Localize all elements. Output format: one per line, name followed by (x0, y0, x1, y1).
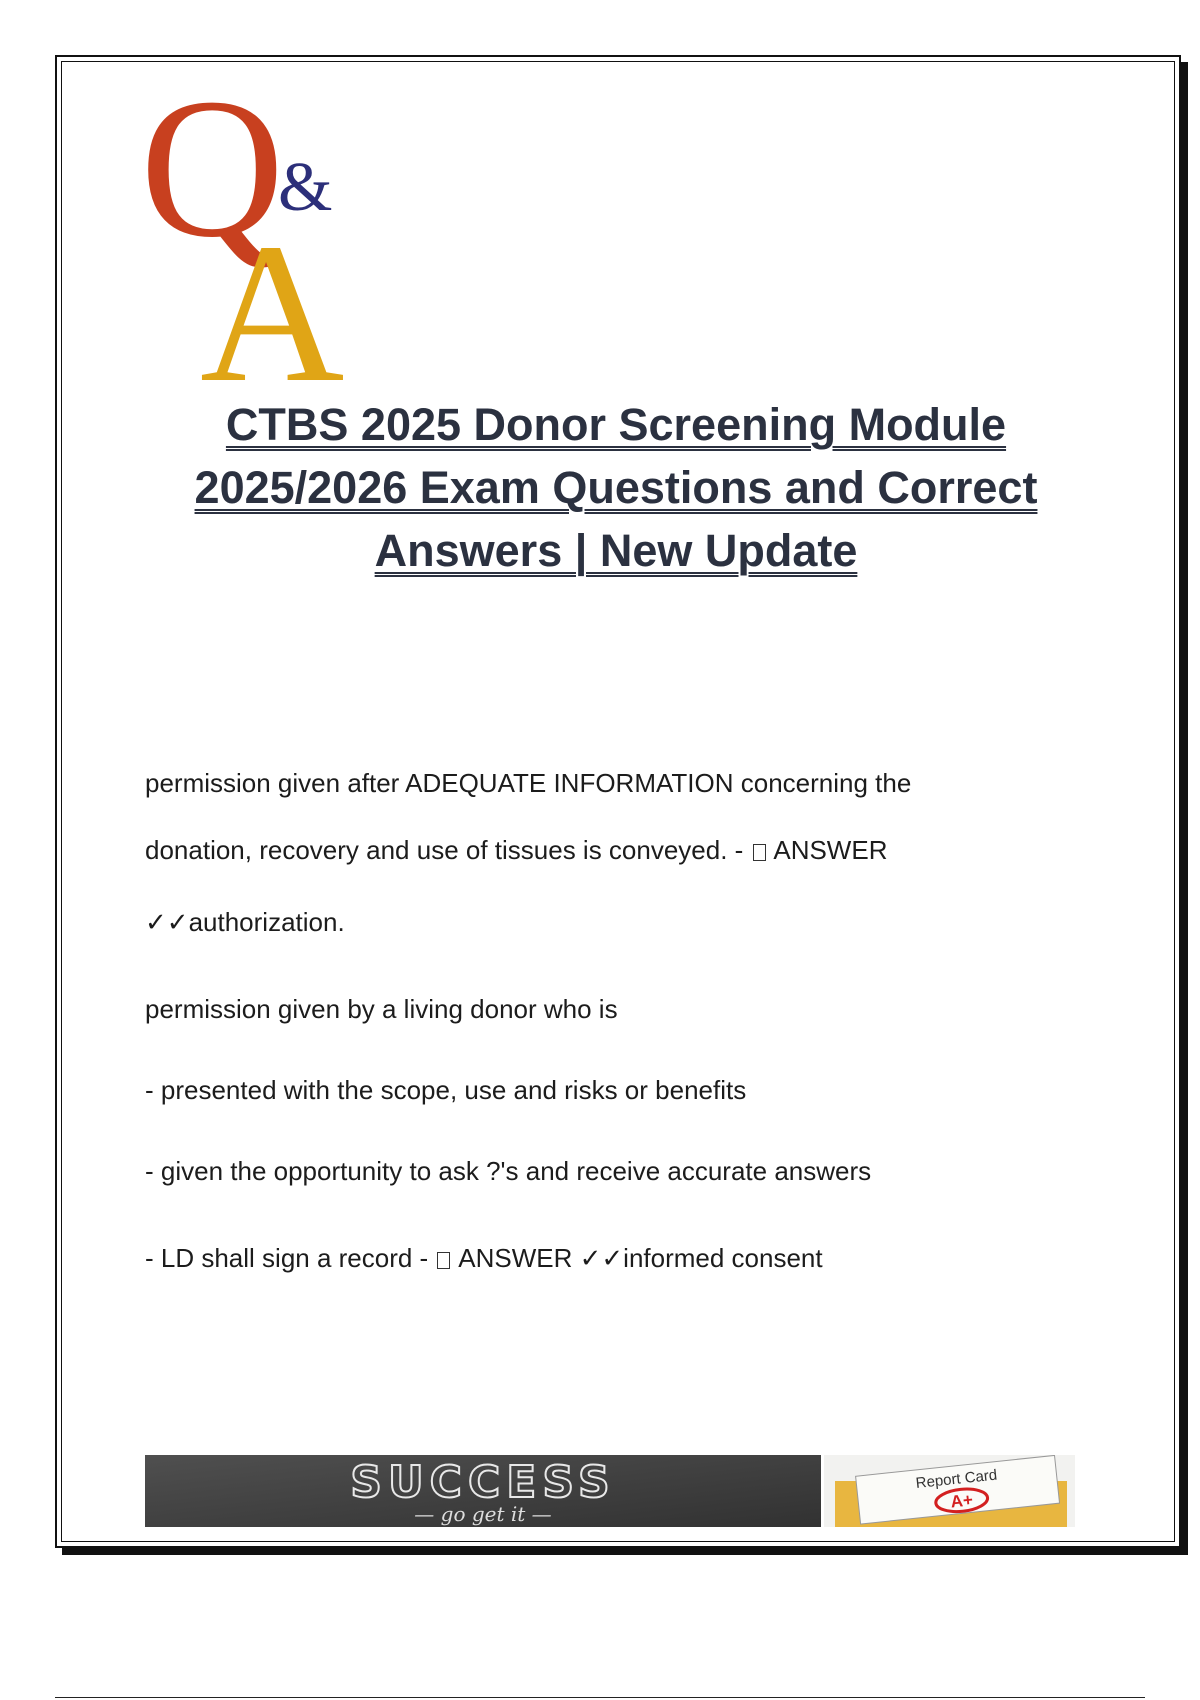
grade-text: A+ (949, 1490, 974, 1512)
qa-logo (140, 75, 400, 395)
question-2-line-4 (145, 1242, 823, 1274)
logo-letter-q: Q (140, 75, 285, 279)
title-line-1: CTBS 2025 Donor Screening Module (225, 399, 1007, 450)
checkmarks-icon: ✓✓ (145, 907, 189, 937)
document-title (100, 393, 1132, 582)
logo-letter-a: A (200, 203, 345, 395)
footer-banner-image (145, 1455, 1075, 1527)
answer-label: ANSWER (767, 835, 888, 865)
question-1-line-2 (145, 834, 887, 866)
answer-label: ANSWER (452, 1243, 580, 1273)
question-1-text: donation, recovery and use of tissues is conveyed. - (145, 835, 751, 865)
missing-glyph-box-icon (437, 1252, 450, 1269)
question-2-line-2: - presented with the scope, use and risks or benefits (145, 1075, 747, 1105)
chalkboard-subtext: — go get it — (414, 1502, 552, 1526)
bottom-rule (55, 1697, 1145, 1698)
answer-1 (145, 906, 345, 938)
title-line-2: 2025/2026 Exam Questions and Correct (194, 462, 1038, 513)
chalkboard-success-text: SUCCESS (350, 1457, 616, 1508)
title-line-3: Answers | New Update (374, 525, 858, 576)
question-2-line-1: permission given by a living donor who is (145, 994, 618, 1024)
missing-glyph-box-icon (753, 844, 766, 861)
answer-1-text: authorization. (188, 907, 345, 937)
logo-ampersand: & (278, 149, 333, 226)
question-2-line-3: - given the opportunity to ask ?'s and receive accurate answers (145, 1156, 872, 1186)
question-1-line-1: permission given after ADEQUATE INFORMATION concerning the (145, 768, 912, 798)
report-card-label: Report Card (914, 1466, 998, 1492)
checkmarks-icon: ✓✓ (579, 1243, 624, 1273)
answer-2-text: informed consent (623, 1243, 823, 1273)
question-2-text: - LD shall sign a record - (145, 1243, 436, 1273)
